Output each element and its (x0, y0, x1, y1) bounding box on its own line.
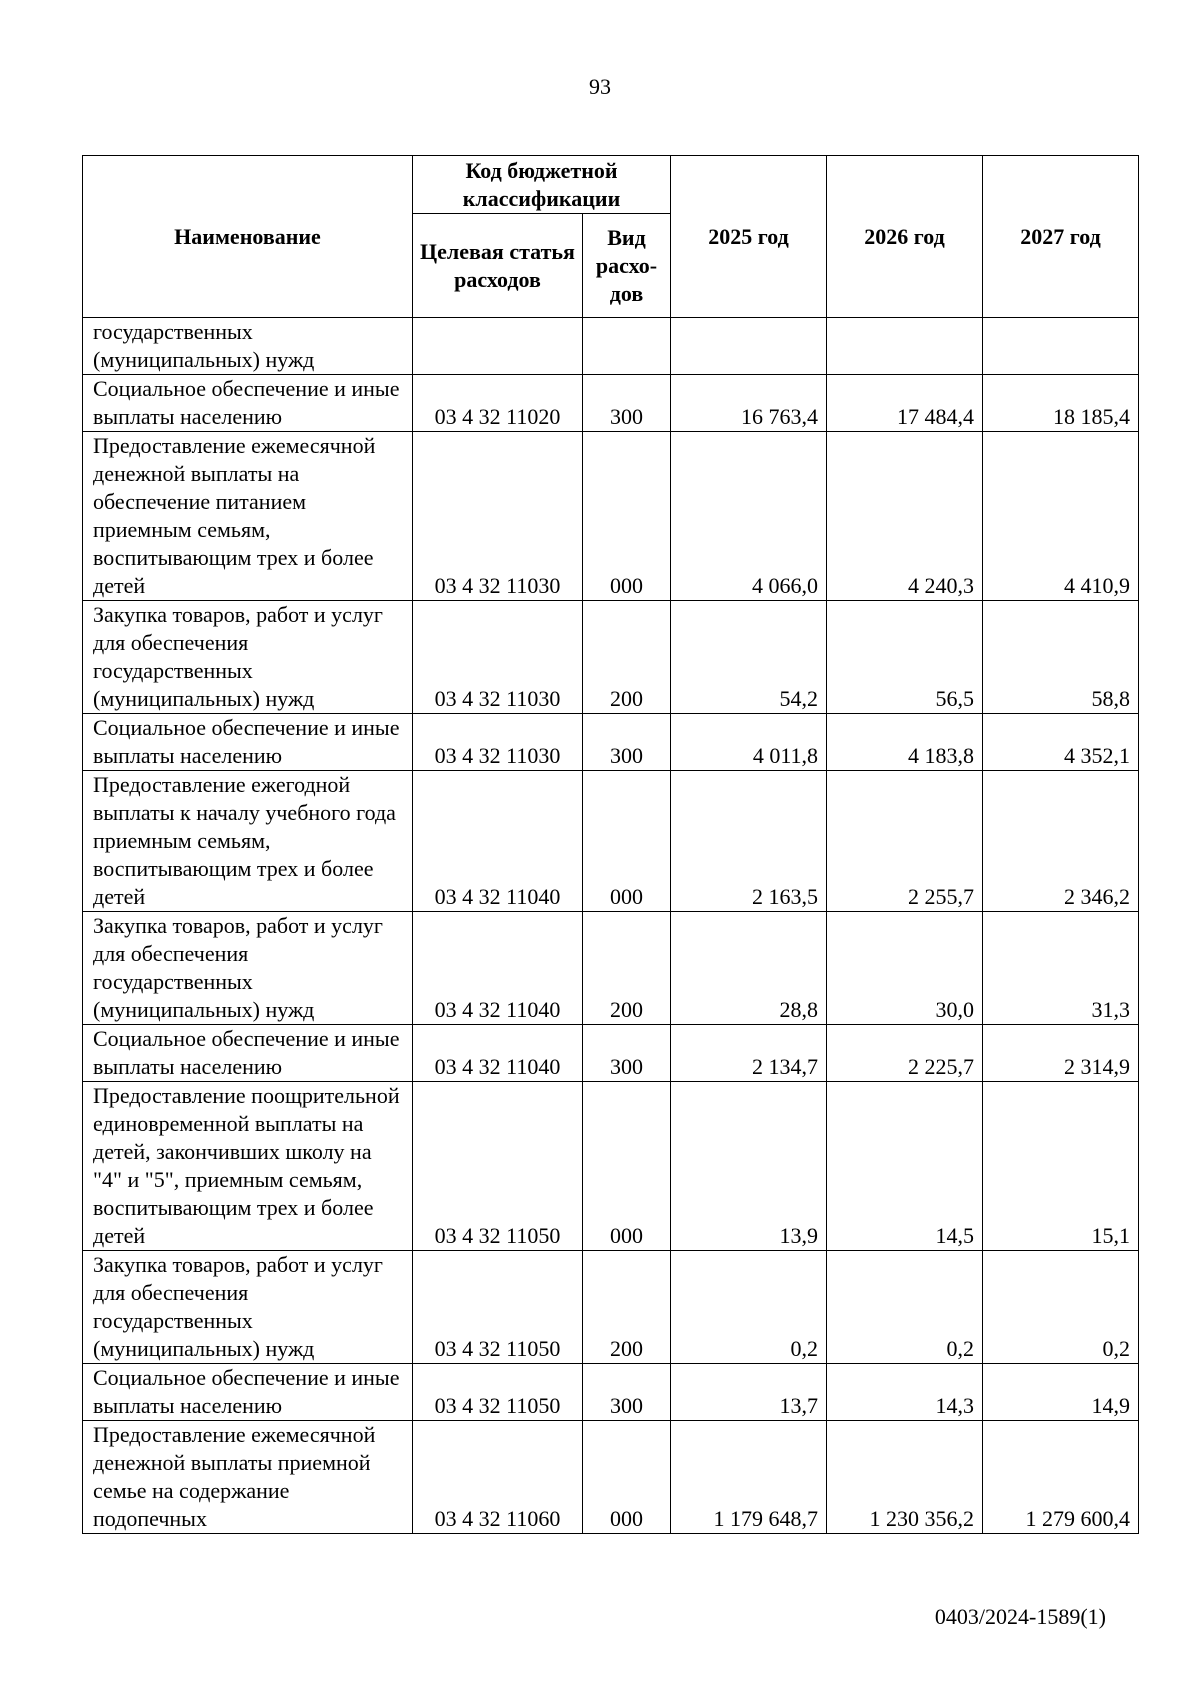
row-expense-kind-cell: 300 (583, 1364, 671, 1421)
row-target-article-cell: 03 4 32 11050 (413, 1251, 583, 1364)
row-value-2026-cell (827, 318, 983, 375)
row-name-cell: Закупка товаров, работ и услуг для обеспечения государственных (муниципальных) нужд (83, 1251, 413, 1364)
row-value-2025-cell: 13,7 (671, 1364, 827, 1421)
row-value-2025-cell: 2 134,7 (671, 1025, 827, 1082)
table-header (83, 156, 1139, 318)
row-target-article-cell: 03 4 32 11050 (413, 1364, 583, 1421)
row-name-cell: Предоставление ежемесячной денежной выплаты на обеспечение питанием приемным семьям, воспитывающим трех и более детей (83, 432, 413, 601)
row-expense-kind-cell: 000 (583, 432, 671, 601)
row-name-cell: Социальное обеспечение и иные выплаты населению (83, 714, 413, 771)
row-expense-kind-cell: 000 (583, 1421, 671, 1534)
header-year-2026: 2026 год (827, 156, 983, 318)
row-value-2025-cell: 28,8 (671, 912, 827, 1025)
table-row (83, 771, 1139, 912)
row-value-2025-cell: 1 179 648,7 (671, 1421, 827, 1534)
row-value-2026-cell: 4 240,3 (827, 432, 983, 601)
row-value-2026-cell: 2 255,7 (827, 771, 983, 912)
row-value-2025-cell: 0,2 (671, 1251, 827, 1364)
row-name-cell: государственных (муниципальных) нужд (83, 318, 413, 375)
table-row (83, 1082, 1139, 1251)
row-value-2026-cell: 17 484,4 (827, 375, 983, 432)
row-value-2027-cell: 15,1 (983, 1082, 1139, 1251)
row-name-cell: Предоставление ежегодной выплаты к началу учебного года приемным семьям, воспитывающим трех и более детей (83, 771, 413, 912)
row-value-2025-cell (671, 318, 827, 375)
row-value-2027-cell: 58,8 (983, 601, 1139, 714)
table-row (83, 375, 1139, 432)
row-expense-kind-cell: 300 (583, 1025, 671, 1082)
row-value-2026-cell: 1 230 356,2 (827, 1421, 983, 1534)
header-year-2027: 2027 год (983, 156, 1139, 318)
row-expense-kind-cell: 200 (583, 1251, 671, 1364)
row-target-article-cell: 03 4 32 11030 (413, 714, 583, 771)
row-value-2027-cell: 0,2 (983, 1251, 1139, 1364)
row-value-2026-cell: 0,2 (827, 1251, 983, 1364)
row-value-2027-cell: 1 279 600,4 (983, 1421, 1139, 1534)
row-value-2027-cell: 2 346,2 (983, 771, 1139, 912)
table-body (83, 318, 1139, 1534)
row-expense-kind-cell (583, 318, 671, 375)
table-row (83, 601, 1139, 714)
row-expense-kind-cell: 300 (583, 714, 671, 771)
row-value-2025-cell: 2 163,5 (671, 771, 827, 912)
row-name-cell: Социальное обеспечение и иные выплаты населению (83, 375, 413, 432)
row-target-article-cell: 03 4 32 11050 (413, 1082, 583, 1251)
page-number: 93 (589, 74, 611, 99)
header-budget-code-group: Код бюджетной классификации (413, 156, 671, 214)
table-row (83, 912, 1139, 1025)
row-value-2027-cell (983, 318, 1139, 375)
row-expense-kind-cell: 200 (583, 912, 671, 1025)
row-target-article-cell: 03 4 32 11020 (413, 375, 583, 432)
row-value-2026-cell: 56,5 (827, 601, 983, 714)
row-value-2026-cell: 14,5 (827, 1082, 983, 1251)
header-name: Наименование (83, 156, 413, 318)
row-value-2025-cell: 16 763,4 (671, 375, 827, 432)
row-value-2027-cell: 31,3 (983, 912, 1139, 1025)
row-expense-kind-cell: 000 (583, 771, 671, 912)
row-name-cell: Социальное обеспечение и иные выплаты населению (83, 1364, 413, 1421)
document-code: 0403/2024-1589(1) (934, 1604, 1106, 1629)
row-expense-kind-cell: 000 (583, 1082, 671, 1251)
row-value-2027-cell: 14,9 (983, 1364, 1139, 1421)
header-year-2025: 2025 год (671, 156, 827, 318)
row-value-2027-cell: 18 185,4 (983, 375, 1139, 432)
row-value-2025-cell: 54,2 (671, 601, 827, 714)
row-value-2027-cell: 4 352,1 (983, 714, 1139, 771)
budget-table (82, 155, 1139, 1534)
table-row (83, 318, 1139, 375)
row-value-2027-cell: 4 410,9 (983, 432, 1139, 601)
table-row (83, 1251, 1139, 1364)
row-name-cell: Предоставление ежемесячной денежной выплаты приемной семье на содержание подопечных (83, 1421, 413, 1534)
row-target-article-cell: 03 4 32 11040 (413, 771, 583, 912)
row-value-2026-cell: 14,3 (827, 1364, 983, 1421)
row-expense-kind-cell: 200 (583, 601, 671, 714)
row-value-2026-cell: 4 183,8 (827, 714, 983, 771)
row-target-article-cell: 03 4 32 11060 (413, 1421, 583, 1534)
row-target-article-cell: 03 4 32 11040 (413, 1025, 583, 1082)
table-row (83, 1025, 1139, 1082)
header-target-article: Целевая статья расходов (413, 214, 583, 318)
table-row (83, 1421, 1139, 1534)
table-row (83, 714, 1139, 771)
row-target-article-cell: 03 4 32 11030 (413, 432, 583, 601)
row-value-2026-cell: 30,0 (827, 912, 983, 1025)
row-name-cell: Закупка товаров, работ и услуг для обеспечения государственных (муниципальных) нужд (83, 912, 413, 1025)
row-value-2025-cell: 4 066,0 (671, 432, 827, 601)
row-value-2025-cell: 4 011,8 (671, 714, 827, 771)
row-name-cell: Предоставление поощрительной единовременной выплаты на детей, закончивших школу на "4" и "5", приемным семьям, воспитывающим трех и более детей (83, 1082, 413, 1251)
row-target-article-cell (413, 318, 583, 375)
header-expense-kind: Вид расхо-дов (583, 214, 671, 318)
row-value-2025-cell: 13,9 (671, 1082, 827, 1251)
row-value-2026-cell: 2 225,7 (827, 1025, 983, 1082)
row-value-2027-cell: 2 314,9 (983, 1025, 1139, 1082)
row-name-cell: Закупка товаров, работ и услуг для обеспечения государственных (муниципальных) нужд (83, 601, 413, 714)
row-expense-kind-cell: 300 (583, 375, 671, 432)
row-name-cell: Социальное обеспечение и иные выплаты населению (83, 1025, 413, 1082)
row-target-article-cell: 03 4 32 11040 (413, 912, 583, 1025)
table-row (83, 1364, 1139, 1421)
table-row (83, 432, 1139, 601)
row-target-article-cell: 03 4 32 11030 (413, 601, 583, 714)
